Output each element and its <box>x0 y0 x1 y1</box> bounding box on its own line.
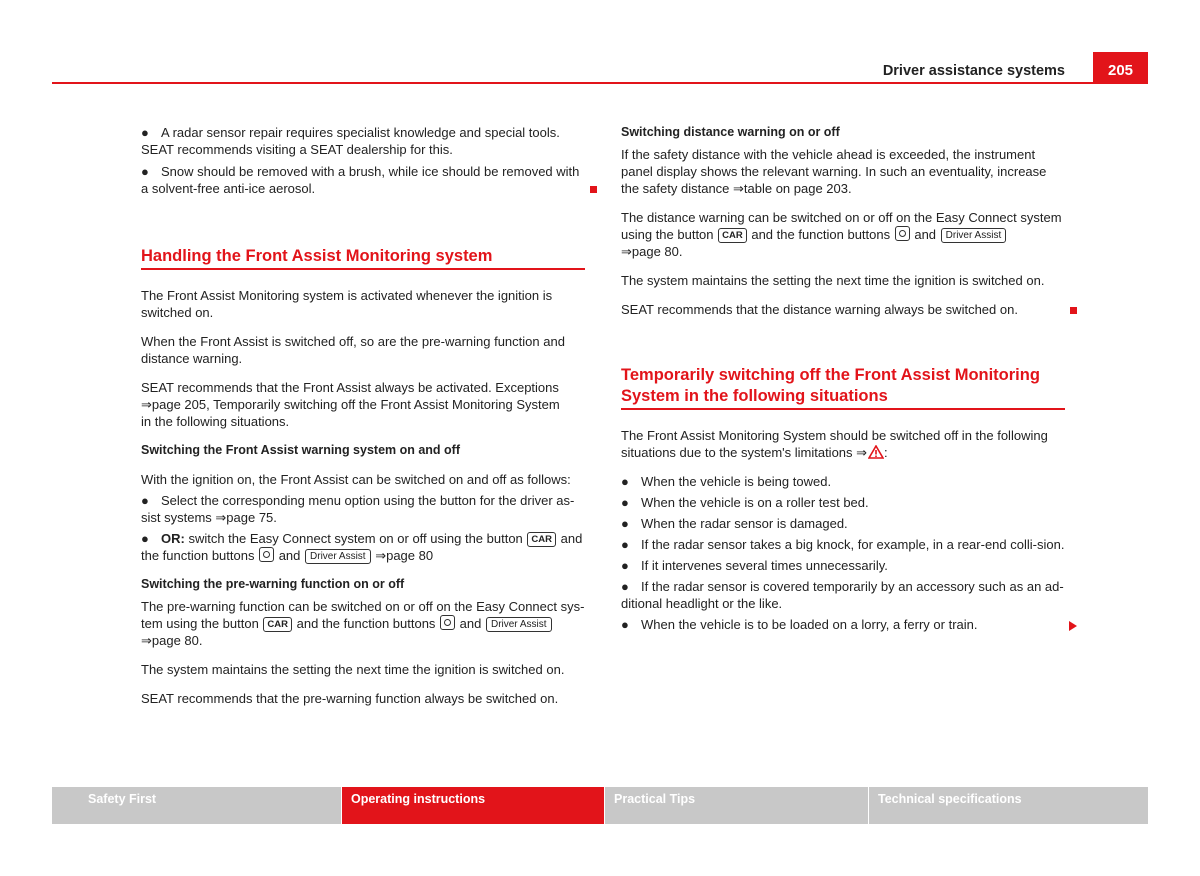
car-key-icon: CAR <box>527 532 556 547</box>
rotary-key-icon <box>895 226 910 241</box>
list-item: ● A radar sensor repair requires specialist knowledge and special tools. SEAT recommends visiting a SEAT dealership for this. <box>141 125 560 157</box>
warning-triangle-icon <box>868 445 884 459</box>
page-number: 205 <box>1093 52 1148 84</box>
footer-tab-technical-specifications[interactable]: Technical specifications <box>869 787 1148 824</box>
paragraph: SEAT recommends that the pre-warning function always be switched on. <box>141 691 559 706</box>
paragraph: SEAT recommends that the distance warning always be switched on. <box>621 301 1065 318</box>
rotary-key-icon <box>259 547 274 562</box>
end-marker <box>590 186 597 193</box>
subheading: Switching the pre-warning function on or off <box>141 577 405 591</box>
header-rule <box>52 82 1148 84</box>
section-heading: Temporarily switching off the Front Assist Monitoring System in the following situations <box>621 365 1065 410</box>
list-item: ● When the vehicle is to be loaded on a lorry, a ferry or train. <box>621 616 1065 633</box>
paragraph: SEAT recommends that the Front Assist always be activated. Exceptions ⇒page 205, Temporarily switching off the Front Assist Monitoring System in the following situations. <box>141 380 560 429</box>
continue-arrow-icon <box>1069 621 1077 631</box>
section-heading: Handling the Front Assist Monitoring system <box>141 246 585 270</box>
subheading: Switching distance warning on or off <box>621 125 840 139</box>
left-column <box>141 122 585 707</box>
paragraph: The distance warning can be switched on or off on the Easy Connect system using the button CAR and the function buttons and Driver Assist ⇒page 80. <box>621 210 1062 259</box>
driver-assist-key: Driver Assist <box>941 228 1007 243</box>
paragraph: The pre-warning function can be switched on or off on the Easy Connect sys-tem using the button CAR and the function buttons and Driver Assist ⇒page 80. <box>141 599 585 648</box>
list-item: ● Select the corresponding menu option using the button for the driver as-sist systems ⇒page 75. <box>141 493 575 525</box>
paragraph: The system maintains the setting the next time the ignition is switched on. <box>621 273 1045 288</box>
paragraph: If the safety distance with the vehicle ahead is exceeded, the instrument panel display shows the relevant warning. In such an eventuality, increase the safety distance ⇒table on page 203. <box>621 147 1047 196</box>
section-title: Driver assistance systems <box>882 63 1065 79</box>
paragraph: When the Front Assist is switched off, so are the pre-warning function and distance warning. <box>141 334 565 366</box>
list-item: ● Snow should be removed with a brush, while ice should be removed with a solvent-free anti-ice aerosol. <box>141 163 585 197</box>
paragraph: The Front Assist Monitoring system is activated whenever the ignition is switched on. <box>141 288 553 320</box>
driver-assist-key: Driver Assist <box>486 617 552 632</box>
list-item: ● When the radar sensor is damaged. <box>621 516 848 531</box>
car-key-icon: CAR <box>718 228 747 243</box>
footer-tab-operating-instructions[interactable]: Operating instructions <box>342 787 604 824</box>
list-item: ● If it intervenes several times unnecessarily. <box>621 558 888 573</box>
footer-tab-practical-tips[interactable]: Practical Tips <box>605 787 868 824</box>
list-item: ● When the vehicle is being towed. <box>621 474 832 489</box>
paragraph: The system maintains the setting the next time the ignition is switched on. <box>141 662 565 677</box>
rotary-key-icon <box>440 615 455 630</box>
end-marker <box>1070 307 1077 314</box>
subheading: Switching the Front Assist warning system on and off <box>141 443 461 457</box>
list-item: ● When the vehicle is on a roller test bed. <box>621 495 869 510</box>
cross-reference-link[interactable]: ⇒page 205, Temporarily switching off the Front Assist Monitoring System <box>141 397 560 412</box>
list-item: ● If the radar sensor is covered temporarily by an accessory such as an ad-ditional headlight or the like. <box>621 579 1064 611</box>
right-column <box>621 122 1065 633</box>
paragraph: With the ignition on, the Front Assist can be switched on and off as follows: <box>141 472 571 487</box>
driver-assist-key: Driver Assist <box>305 549 371 564</box>
paragraph: The Front Assist Monitoring System should be switched off in the following situations due to the system's limitations ⇒ : <box>621 428 1048 460</box>
list-item: ● OR: switch the Easy Connect system on or off using the button CAR and the function buttons and Driver Assist ⇒page 80 <box>141 531 583 563</box>
footer-tab-safety-first[interactable]: Safety First <box>52 787 341 824</box>
car-key-icon: CAR <box>263 617 292 632</box>
list-item: ● If the radar sensor takes a big knock, for example, in a rear-end colli-sion. <box>621 537 1065 552</box>
